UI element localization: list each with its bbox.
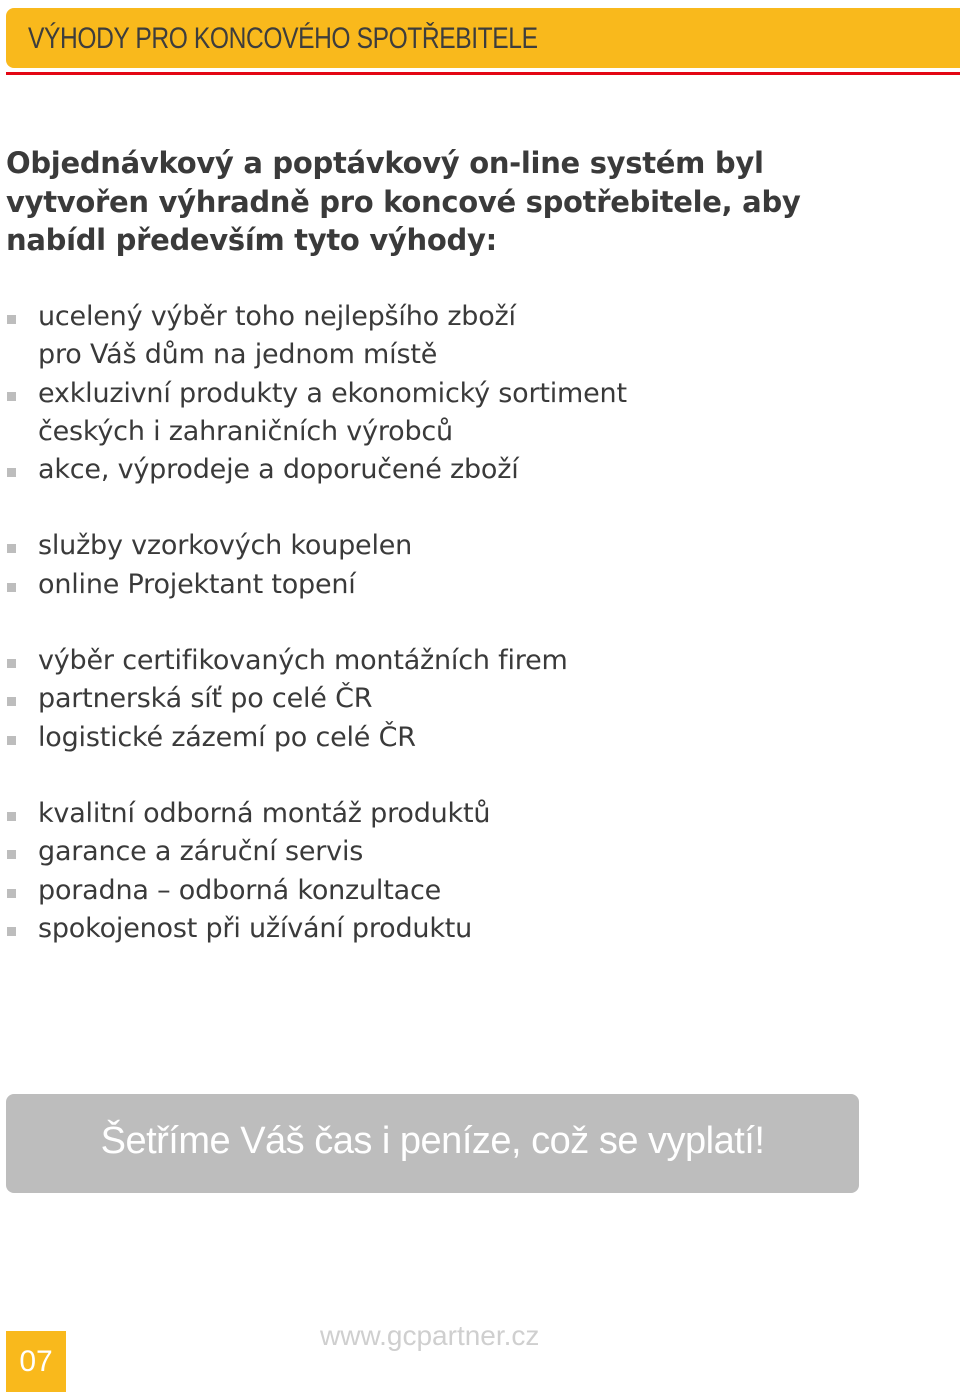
page-number: 07	[19, 1345, 53, 1378]
benefit-text: partnerská síť po celé ČR	[38, 683, 373, 715]
benefit-text: exkluzivní produkty a ekonomický sortiment českých i zahraničních výrobců	[38, 377, 627, 447]
benefit-text: výběr certifikovaných montážních firem	[38, 645, 568, 677]
page-number-badge	[6, 1331, 66, 1392]
benefit-item	[6, 375, 906, 452]
benefit-text: kvalitní odborná montáž produktů	[38, 797, 491, 829]
square-bullet-icon	[7, 659, 16, 668]
benefit-item	[6, 566, 906, 604]
section-header	[6, 8, 960, 68]
square-bullet-icon	[7, 889, 16, 898]
header-divider	[6, 72, 960, 75]
slogan-text: Šetříme Váš čas i peníze, což se vyplatí!	[100, 1120, 765, 1162]
square-bullet-icon	[7, 315, 16, 324]
benefit-item	[6, 527, 906, 565]
benefit-text: garance a záruční servis	[38, 836, 364, 868]
square-bullet-icon	[7, 468, 16, 477]
benefit-text: logistické zázemí po celé ČR	[38, 721, 416, 753]
benefit-item	[6, 451, 906, 489]
benefit-text: akce, výprodeje a doporučené zboží	[38, 454, 519, 486]
benefit-item	[6, 795, 906, 833]
benefit-item	[6, 910, 906, 948]
intro-paragraph: Objednávkový a poptávkový on-line systém byl vytvořen výhradně pro koncové spotřebitele, aby nabídl především tyto výhody:	[6, 146, 801, 257]
benefit-item	[6, 642, 906, 680]
benefit-item	[6, 872, 906, 910]
square-bullet-icon	[7, 736, 16, 745]
benefits-list	[6, 298, 906, 986]
square-bullet-icon	[7, 392, 16, 401]
footer-url: www.gcpartner.cz	[320, 1320, 540, 1351]
square-bullet-icon	[7, 544, 16, 553]
benefit-group	[6, 298, 906, 489]
benefit-item	[6, 298, 906, 375]
square-bullet-icon	[7, 812, 16, 821]
benefit-text: služby vzorkových koupelen	[38, 530, 413, 562]
benefit-item	[6, 680, 906, 718]
benefit-group	[6, 795, 906, 948]
benefit-group	[6, 642, 906, 757]
square-bullet-icon	[7, 927, 16, 936]
section-title: VÝHODY PRO KONCOVÉHO SPOTŘEBITELE	[28, 22, 538, 55]
square-bullet-icon	[7, 583, 16, 592]
slogan-banner	[6, 1094, 859, 1193]
benefit-text: poradna – odborná konzultace	[38, 874, 442, 906]
square-bullet-icon	[7, 697, 16, 706]
benefit-item	[6, 833, 906, 871]
square-bullet-icon	[7, 850, 16, 859]
benefit-item	[6, 719, 906, 757]
benefit-group	[6, 527, 906, 604]
benefit-text: online Projektant topení	[38, 568, 356, 600]
benefit-text: ucelený výběr toho nejlepšího zboží pro Váš dům na jednom místě	[38, 301, 516, 371]
benefit-text: spokojenost při užívání produktu	[38, 912, 473, 944]
